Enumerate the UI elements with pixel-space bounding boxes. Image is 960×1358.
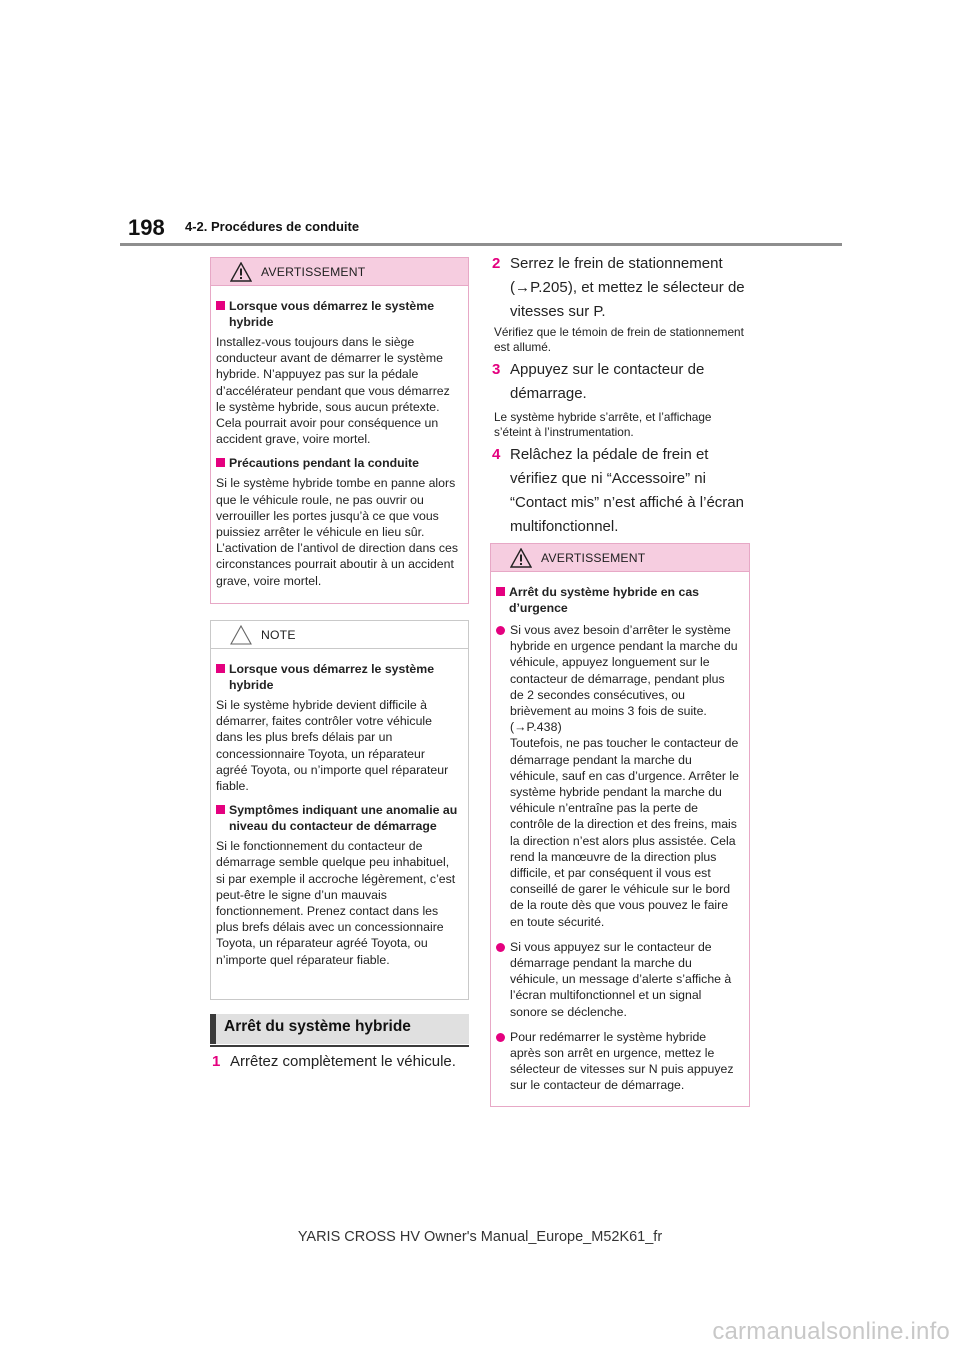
caution-triangle-icon [230,625,252,645]
note-subheading: Symptômes indiquant une anomalie au niveau du contacteur de démarrage [216,802,458,834]
step-number: 1 [212,1053,221,1070]
warning-bullet: Pour redémarrer le système hybride après son arrêt en urgence, mettez le sélecteur de vitesses sur N puis appuyez sur le contacteur de démarrage. [496,1029,739,1094]
square-bullet-icon [216,805,225,814]
round-bullet-icon [496,626,505,635]
warning-triangle-icon [510,548,532,568]
step-text: Serrez le frein de stationnement (→P.205), et mettez le sélecteur de vitesses sur P. [510,255,745,320]
footer-manual-id: YARIS CROSS HV Owner's Manual_Europe_M52K61_fr [297,1229,663,1245]
warning-box-header [211,258,468,286]
round-bullet-icon [496,943,505,952]
square-bullet-icon [216,301,225,310]
watermark: carmanualsonline.info [712,1318,950,1345]
warning-subheading: Lorsque vous démarrez le système hybride [216,298,458,330]
section-heading-rule [210,1045,469,1047]
page-reference[interactable]: →P.438 [514,720,558,735]
round-bullet-icon [496,1033,505,1042]
step-2 [492,252,752,324]
warning-bullet-continuation: Toutefois, ne pas toucher le contacteur de démarrage pendant la marche du véhicule, sauf en cas d’urgence. Arrêter le système hybride pendant la marche du véhicule n’entraîne pas la perte de contrôle de la direction et des freins, mais la direction n’est alors plus assistée. Cela rend la manœuvre de la direction plus difficile, et par conséquent il vous est conseillé de garer le véhicule sur le bord de la route dès que vous pouvez le faire en toute sécurité. [510,736,739,929]
warning-box-title: AVERTISSEMENT [541,551,646,565]
warning-box-emergency [490,543,750,1107]
section-title: 4-2. Procédures de conduite [185,219,360,234]
note-box [210,620,469,1000]
section-heading-text: Arrêt du système hybride [224,1018,411,1035]
warning-bullet: Si vous avez besoin d’arrêter le système hybride en urgence pendant la marche du véhicule, appuyez longuement sur le contacteur de démarrage, pendant plus de 2 secondes consécutives, ou brièvement au moins 3 fois de suite. (→P.438) Toutefois, ne pas toucher le contacteur de démarrage pendant la marche du véhicule, sauf en cas d’urgence. Arrêter le système hybride pendant la marche du véhicule n’entraîne pas la perte de contrôle de la direction et des freins, mais la direction n’est alors plus assistée. Cela rend la manœuvre de la direction plus difficile, et par conséquent il vous est conseillé de garer le véhicule sur le bord de la route dès que vous pouvez le faire en toute sécurité. [496,622,739,930]
step-text: Relâchez la pédale de frein et vérifiez que ni “Accessoire” ni “Contact mis” n’est affiché à l’écran multifonctionnel. [510,446,744,535]
step-4 [492,443,748,539]
step-3 [492,358,742,406]
warning-subheading: Précautions pendant la conduite [216,455,458,471]
warning-box-header [491,544,749,572]
step-text: Appuyez sur le contacteur de démarrage. [510,361,705,402]
warning-bullet: Si vous appuyez sur le contacteur de démarrage pendant la marche du véhicule, un message d’alerte s’affiche à l’écran multifonctionnel et un signal sonore se déclenche. [496,939,739,1020]
note-box-title: NOTE [261,628,296,642]
step-1 [212,1050,472,1074]
warning-box-start [210,257,469,604]
header-rule [120,243,842,246]
note-paragraph: Si le fonctionnement du contacteur de démarrage semble quelque peu inhabituel, si par exemple il accroche légèrement, c’est peut-être le signe d’un mauvais fonctionnement. Prenez contact dans les plus brefs délais avec un concessionnaire Toyota, un réparateur agréé Toyota, ou n’importe quel réparateur fiable. [216,839,456,967]
note-subheading: Lorsque vous démarrez le système hybride [216,661,458,693]
step-note: Le système hybride s’arrête, et l’affichage s’éteint à l’instrumentation. [494,410,712,439]
step-text: Arrêtez complètement le véhicule. [230,1053,456,1070]
square-bullet-icon [216,664,225,673]
square-bullet-icon [216,458,225,467]
page-reference[interactable]: →P.205 [515,279,568,296]
note-box-header [211,621,468,649]
warning-paragraph: Cela pourrait avoir pour conséquence un accident grave, voire mortel. [216,416,439,447]
note-paragraph: Si le système hybride devient difficile à démarrer, faites contrôler votre véhicule dans les plus brefs délais par un concessionnaire Toyota, un réparateur agréé Toyota, ou n’importe quel réparateur fiable. [216,698,449,794]
step-note: Vérifiez que le témoin de frein de stationnement est allumé. [494,325,744,354]
warning-triangle-icon [230,262,252,282]
page-number: 198 [128,215,165,240]
square-bullet-icon [496,587,505,596]
step-number: 2 [492,255,501,272]
warning-subheading: Arrêt du système hybride en cas d’urgence [496,584,739,616]
step-number: 4 [492,446,501,463]
step-number: 3 [492,361,501,378]
warning-paragraph: Installez-vous toujours dans le siège conducteur avant de démarrer le système hybride. N’appuyez pas sur la pédale d’accélérateur pendant que vous démarrez le système hybride, sous aucun prétexte. [216,335,450,414]
section-heading [210,1014,469,1044]
warning-paragraph: Si le système hybride tombe en panne alors que le véhicule roule, ne pas ouvrir ou verrouiller les portes jusqu’à ce que vous puissiez arrêter le véhicule en lieu sûr. L’activation de l’antivol de direction dans ces circonstances pourrait aboutir à un accident grave, voire mortel. [216,476,458,588]
warning-box-title: AVERTISSEMENT [261,265,366,279]
